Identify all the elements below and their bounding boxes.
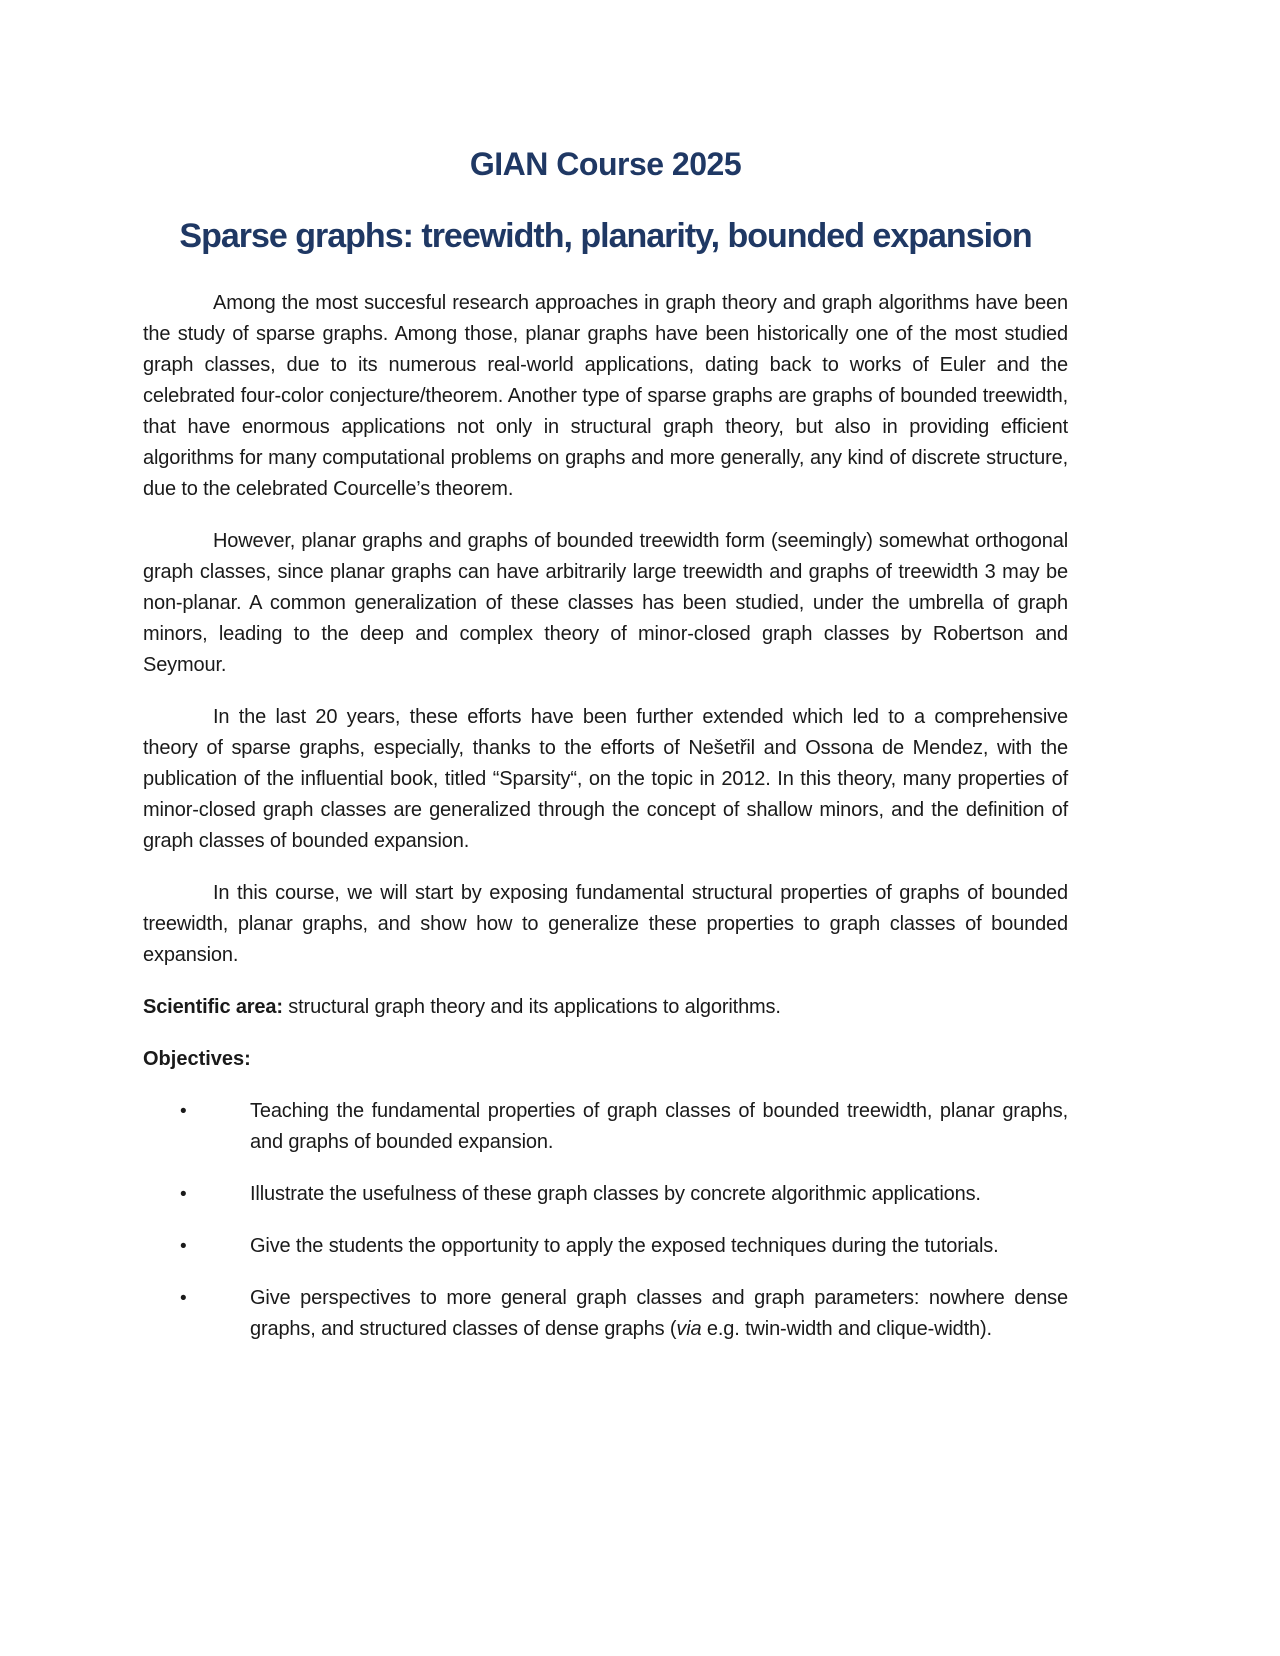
- text-run-italic: via: [676, 1318, 702, 1340]
- objective-item-text: [250, 1287, 1068, 1340]
- paragraph-course-plan: In this course, we will start by exposing fundamental structural properties of graphs of bounded treewidth, planar graphs, and show how to generalize these properties to graph classes of bounded expansion.: [143, 882, 1068, 966]
- objective-item: [143, 1096, 1068, 1158]
- paragraph-intro: Among the most succesful research approaches in graph theory and graph algorithms have been the study of sparse graphs. Among those, planar graphs have been historically one of the most studied graph classes, due to its numerous real-world applications, dating back to works of Euler and the celebrated four-color conjecture/theorem. Another type of sparse graphs are graphs of bounded treewidth, that have enormous applications not only in structural graph theory, but also in providing efficient algorithms for many computational problems on graphs and more generally, any kind of discrete structure, due to the celebrated Courcelle’s theorem.: [143, 292, 1068, 500]
- scientific-area-label: Scientific area:: [143, 996, 283, 1018]
- objective-item: [143, 1179, 1068, 1210]
- bullet-icon: •: [180, 1236, 187, 1257]
- bullet-icon: •: [180, 1184, 187, 1205]
- objective-item-text: Teaching the fundamental properties of graph classes of bounded treewidth, planar graphs, and graphs of bounded expansion.: [250, 1100, 1068, 1153]
- course-title: GIAN Course 2025: [469, 146, 742, 182]
- objective-item-text: Give the students the opportunity to apply the exposed techniques during the tutorials.: [250, 1235, 999, 1257]
- bullet-icon: •: [180, 1288, 187, 1309]
- scientific-area-line: [143, 992, 1068, 1023]
- objective-item-text: Illustrate the usefulness of these graph classes by concrete algorithmic applications.: [250, 1183, 981, 1205]
- objective-item: [143, 1231, 1068, 1262]
- text-run: e.g. twin-width and clique-width).: [701, 1318, 992, 1340]
- objectives-heading: Objectives:: [143, 1048, 251, 1070]
- scientific-area-text: structural graph theory and its applications to algorithms.: [282, 996, 781, 1018]
- paragraph-sparsity-book: In the last 20 years, these efforts have been further extended which led to a comprehensive theory of sparse graphs, especially, thanks to the efforts of Nešetřil and Ossona de Mendez, with the publication of the influential book, titled “Sparsity“, on the topic in 2012. In this theory, many properties of minor-closed graph classes are generalized through the concept of shallow minors, and the definition of graph classes of bounded expansion.: [143, 706, 1068, 852]
- objectives-list: [143, 1096, 1068, 1345]
- document-title: Sparse graphs: treewidth, planarity, bounded expansion: [179, 217, 1032, 255]
- objective-item: [143, 1283, 1068, 1345]
- text-run: Give perspectives to more general graph classes and graph parameters: nowhere dense graphs, and structured classes of dense graphs (: [250, 1287, 1068, 1340]
- paragraph-orthogonal-classes: However, planar graphs and graphs of bounded treewidth form (seemingly) somewhat orthogonal graph classes, since planar graphs can have arbitrarily large treewidth and graphs of treewidth 3 may be non-planar. A common generalization of these classes has been studied, under the umbrella of graph minors, leading to the deep and complex theory of minor-closed graph classes by Robertson and Seymour.: [143, 530, 1068, 676]
- bullet-icon: •: [180, 1101, 187, 1122]
